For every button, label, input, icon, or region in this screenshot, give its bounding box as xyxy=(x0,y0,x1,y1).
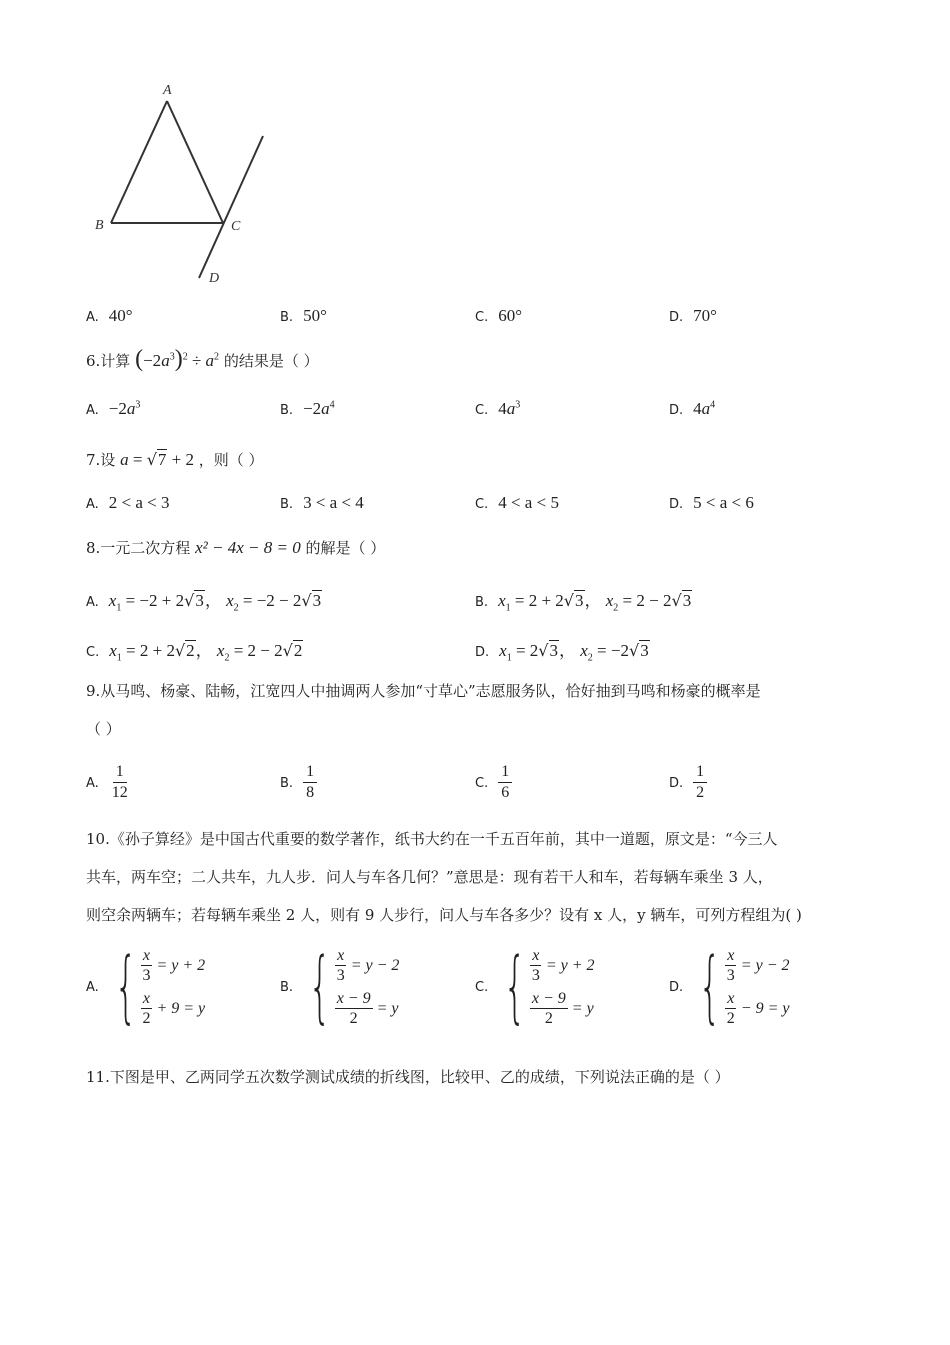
denominator: 2 xyxy=(726,1010,735,1027)
option-value: 3 < a < 4 xyxy=(303,493,364,512)
option-letter: C. xyxy=(475,310,489,325)
radicand-1: 3 xyxy=(575,591,584,610)
q6-option-c[interactable] xyxy=(475,399,520,419)
numerator: x xyxy=(337,947,345,964)
numerator: 1 xyxy=(303,762,317,783)
option-letter: A. xyxy=(86,595,99,610)
rhs: + 9 = y xyxy=(156,999,206,1017)
q5-option-c[interactable] xyxy=(475,306,522,326)
fraction xyxy=(498,762,512,803)
root-1: = −2 + 2 xyxy=(125,591,185,610)
option-letter: C. xyxy=(475,497,489,512)
option-letter: B. xyxy=(280,497,294,512)
q8-option-d[interactable]: D. $x_1 = 2√3$， $x_2 = -2√3$ xyxy=(475,641,649,664)
option-value: 4 < a < 5 xyxy=(498,493,559,512)
rhs: = y xyxy=(571,999,594,1017)
numerator: x − 9 xyxy=(531,990,566,1007)
option-letter: D. xyxy=(669,310,684,325)
q9-option-b[interactable] xyxy=(280,762,317,803)
exp: 3 xyxy=(135,399,141,411)
q10-option-c[interactable] xyxy=(475,942,595,1032)
fraction xyxy=(693,762,707,803)
coef: −2 xyxy=(108,399,127,418)
root-2: = 2 − 2 xyxy=(233,641,283,660)
q11-stem: 11.下图是甲、乙两同学五次数学测试成绩的折线图，比较甲、乙的成绩，下列说法正确的是（ ） xyxy=(86,1068,730,1086)
radicand-2: 3 xyxy=(312,591,322,610)
radicand-2: 2 xyxy=(293,641,303,660)
radicand-2: 3 xyxy=(640,641,649,660)
numerator: 1 xyxy=(498,762,512,783)
left-brace-icon: { xyxy=(503,942,527,1032)
q7-option-b[interactable] xyxy=(280,493,364,513)
equation-system xyxy=(303,942,400,1032)
q10-line-3: 则空余两辆车；若每辆车乘坐 2 人，则有 9 人步行，问人与车各多少？设有 x 人，y 辆车，可列方程组为( ) xyxy=(86,906,802,924)
option-letter: C. xyxy=(475,775,489,791)
option-letter: A. xyxy=(86,979,99,995)
q7-option-c[interactable] xyxy=(475,493,559,513)
label-a: A xyxy=(163,83,172,98)
label-b: B xyxy=(95,218,104,233)
q8-stem xyxy=(86,537,385,558)
rhs: = y + 2 xyxy=(156,956,206,974)
q7-expression: a = √7 + 2 xyxy=(120,450,194,469)
var: a xyxy=(321,399,330,418)
q8-suffix: 的解是（ ） xyxy=(305,539,386,557)
fraction xyxy=(303,762,317,803)
fraction xyxy=(109,762,131,803)
radicand-1: 3 xyxy=(195,591,204,610)
root-1: = 2 xyxy=(515,641,539,660)
q8-equation: x² − 4x − 8 = 0 xyxy=(195,538,301,557)
q7-option-d[interactable] xyxy=(669,493,754,513)
q6-option-a[interactable] xyxy=(86,399,140,419)
q5-option-d[interactable] xyxy=(669,306,717,326)
denominator: 2 xyxy=(696,784,705,801)
exp: 4 xyxy=(329,399,335,411)
option-value: 50° xyxy=(303,306,327,325)
radicand-2: 3 xyxy=(682,591,692,610)
denominator: 12 xyxy=(111,784,128,801)
rhs: = y + 2 xyxy=(545,956,595,974)
denominator: 3 xyxy=(142,967,151,984)
var: a xyxy=(126,399,136,418)
option-letter: A. xyxy=(86,310,99,325)
label-c: C xyxy=(231,219,241,234)
exp: 4 xyxy=(710,399,716,411)
q7-prefix: 7.设 xyxy=(86,451,116,469)
coef: 4 xyxy=(498,399,507,418)
q6-stem xyxy=(86,346,319,373)
denominator: 3 xyxy=(726,967,735,984)
numerator: x xyxy=(142,947,150,964)
q9-paren: （ ） xyxy=(86,720,121,738)
q8-prefix: 8.一元二次方程 xyxy=(86,539,191,557)
option-letter: B. xyxy=(280,979,294,995)
denominator: 8 xyxy=(306,784,315,801)
numerator: x xyxy=(727,947,735,964)
var: a xyxy=(506,399,516,418)
numerator: 1 xyxy=(113,762,127,783)
label-d: D xyxy=(209,271,220,286)
q7-stem xyxy=(86,449,264,470)
q9-option-d[interactable] xyxy=(669,762,707,803)
q5-option-a[interactable] xyxy=(86,306,133,326)
numerator: x − 9 xyxy=(336,990,371,1007)
denominator: 2 xyxy=(142,1010,151,1027)
rhs: − 9 = y xyxy=(740,999,790,1017)
triangle-figure xyxy=(85,78,285,293)
q10-line-1: 10.《孙子算经》是中国古代重要的数学著作，纸书大约在一千五百年前，其中一道题，原文是：“今三人 xyxy=(86,830,778,848)
q6-suffix: 的结果是（ ） xyxy=(223,352,319,370)
q6-prefix: 6.计算 xyxy=(86,352,131,370)
root-2: = −2 xyxy=(597,641,629,660)
option-value: 2 < a < 3 xyxy=(108,493,170,512)
radicand-1: 3 xyxy=(549,641,558,660)
equation-system xyxy=(498,942,595,1032)
left-brace-icon: { xyxy=(698,942,722,1032)
coef: 4 xyxy=(693,399,702,418)
numerator: x xyxy=(532,947,540,964)
option-letter: C. xyxy=(475,403,489,418)
left-brace-icon: { xyxy=(114,942,137,1032)
option-letter: D. xyxy=(669,497,684,512)
q6-expression: $(-2a^3)^2 \div a^2$ xyxy=(135,346,220,372)
numerator: x xyxy=(727,990,735,1007)
equation-system xyxy=(109,942,206,1032)
option-letter: A. xyxy=(86,775,99,791)
option-letter: B. xyxy=(280,310,294,325)
equation-system xyxy=(693,942,790,1032)
q10-option-b[interactable] xyxy=(280,942,400,1032)
left-brace-icon: { xyxy=(308,942,332,1032)
q7-option-a[interactable] xyxy=(86,493,170,513)
option-letter: D. xyxy=(669,775,684,791)
option-value: 40° xyxy=(108,306,133,325)
q5-option-b[interactable] xyxy=(280,306,327,326)
q6-option-d[interactable] xyxy=(669,399,715,419)
option-letter: B. xyxy=(475,595,489,610)
option-letter: B. xyxy=(280,403,294,418)
root-2: = −2 − 2 xyxy=(242,591,302,610)
q10-option-d[interactable] xyxy=(669,942,790,1032)
q7-suffix: ，则（ ） xyxy=(198,451,264,469)
radicand-1: 2 xyxy=(186,641,195,660)
q10-option-a[interactable] xyxy=(86,942,206,1032)
numerator: x xyxy=(142,990,150,1007)
exp: 3 xyxy=(515,399,521,411)
q9-option-c[interactable] xyxy=(475,762,512,803)
option-letter: D. xyxy=(475,645,490,660)
rhs: = y − 2 xyxy=(740,956,790,974)
denominator: 3 xyxy=(531,967,540,984)
option-letter: A. xyxy=(86,403,99,418)
option-letter: C. xyxy=(86,645,100,660)
q9-option-a[interactable] xyxy=(86,762,131,803)
option-value: 60° xyxy=(498,306,523,325)
option-value: 70° xyxy=(693,306,717,325)
q10-line-2: 共车，两车空；二人共车，九人步．问人与车各几何？”意思是：现有若干人和车，若每辆车乘坐 3 人， xyxy=(86,868,773,886)
option-letter: A. xyxy=(86,497,99,512)
denominator: 2 xyxy=(349,1010,358,1027)
q8-option-a[interactable]: A. $x_1 = -2 + 2√3$， $x_2 = -2 - 2√3$ xyxy=(86,591,322,614)
option-letter: C. xyxy=(475,979,489,995)
option-letter: D. xyxy=(669,403,684,418)
option-value: 5 < a < 6 xyxy=(693,493,754,512)
option-letter: D. xyxy=(669,979,684,995)
coef: −2 xyxy=(303,399,322,418)
numerator: 1 xyxy=(693,762,707,783)
q6-option-b[interactable] xyxy=(280,399,335,419)
root-1: = 2 + 2 xyxy=(126,641,175,660)
denominator: 6 xyxy=(501,784,510,801)
root-1: = 2 + 2 xyxy=(514,591,564,610)
option-letter: B. xyxy=(280,775,294,791)
denominator: 2 xyxy=(544,1010,553,1027)
denominator: 3 xyxy=(336,967,345,984)
q8-option-b[interactable]: B. $x_1 = 2 + 2√3$， $x_2 = 2 - 2√3$ xyxy=(475,591,692,614)
rhs: = y − 2 xyxy=(350,956,400,974)
q8-option-c[interactable]: C. $x_1 = 2 + 2√2$， $x_2 = 2 - 2√2$ xyxy=(86,641,303,664)
rhs: = y xyxy=(376,999,399,1017)
q9-stem: 9.从马鸣、杨豪、陆畅，江宽四人中抽调两人参加“寸草心”志愿服务队，恰好抽到马鸣和杨豪的概率是 xyxy=(86,682,761,700)
root-2: = 2 − 2 xyxy=(622,591,672,610)
var: a xyxy=(701,399,711,418)
